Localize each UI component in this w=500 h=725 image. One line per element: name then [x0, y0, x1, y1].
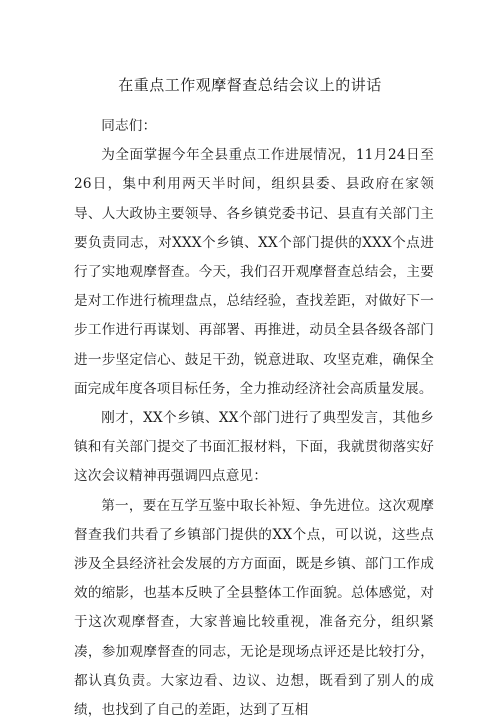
document-title: 在重点工作观摩督查总结会议上的讲话	[118, 76, 382, 94]
paragraph-point-one: 第一，要在互学互鉴中取长补短、争先进位。这次观摩督查我们共看了乡镇部门提供的XX个点，可以说，这些点涉及全县经济社会发展的方方面面，既是乡镇、部门工作成效的缩影，也基本反映了全县整体工作面貌。总体感觉，对于这次观摩督查，大家普遍比较重视，准备充分，组织紧凑，参加观摩督查的同志，无论是现场点评还是比较打分，都认真负责。大家边看、边议、边想，既看到了别人的成绩，也找到了自己的差距，达到了互相	[74, 497, 434, 719]
salutation: 同志们：	[101, 118, 157, 134]
document-body	[74, 112, 434, 725]
paragraph-intro: 为全面掌握今年全县重点工作进展情况，11月24日至26日，集中利用两天半时间，组织县委、县政府在家领导、人大政协主要领导、各乡镇党委书记、县直有关部门主要负责同志，对XXX个乡镇、XX个部门提供的XXX个点进行了实地观摩督查。今天，我们召开观摩督查总结会，主要是对工作进行梳理盘点，总结经验，查找差距，对做好下一步工作进行再谋划、再部署、再推进，动员全县各级各部门进一步坚定信心、鼓足干劲，锐意进取、攻坚克难，确保全面完成年度各项目标任务，全力推动经济社会高质量发展。	[74, 147, 434, 397]
paragraph-transition: 刚才，XX个乡镇、XX个部门进行了典型发言，其他乡镇和有关部门提交了书面汇报材料，下面，我就贯彻落实好这次会议精神再强调四点意见：	[74, 410, 434, 485]
